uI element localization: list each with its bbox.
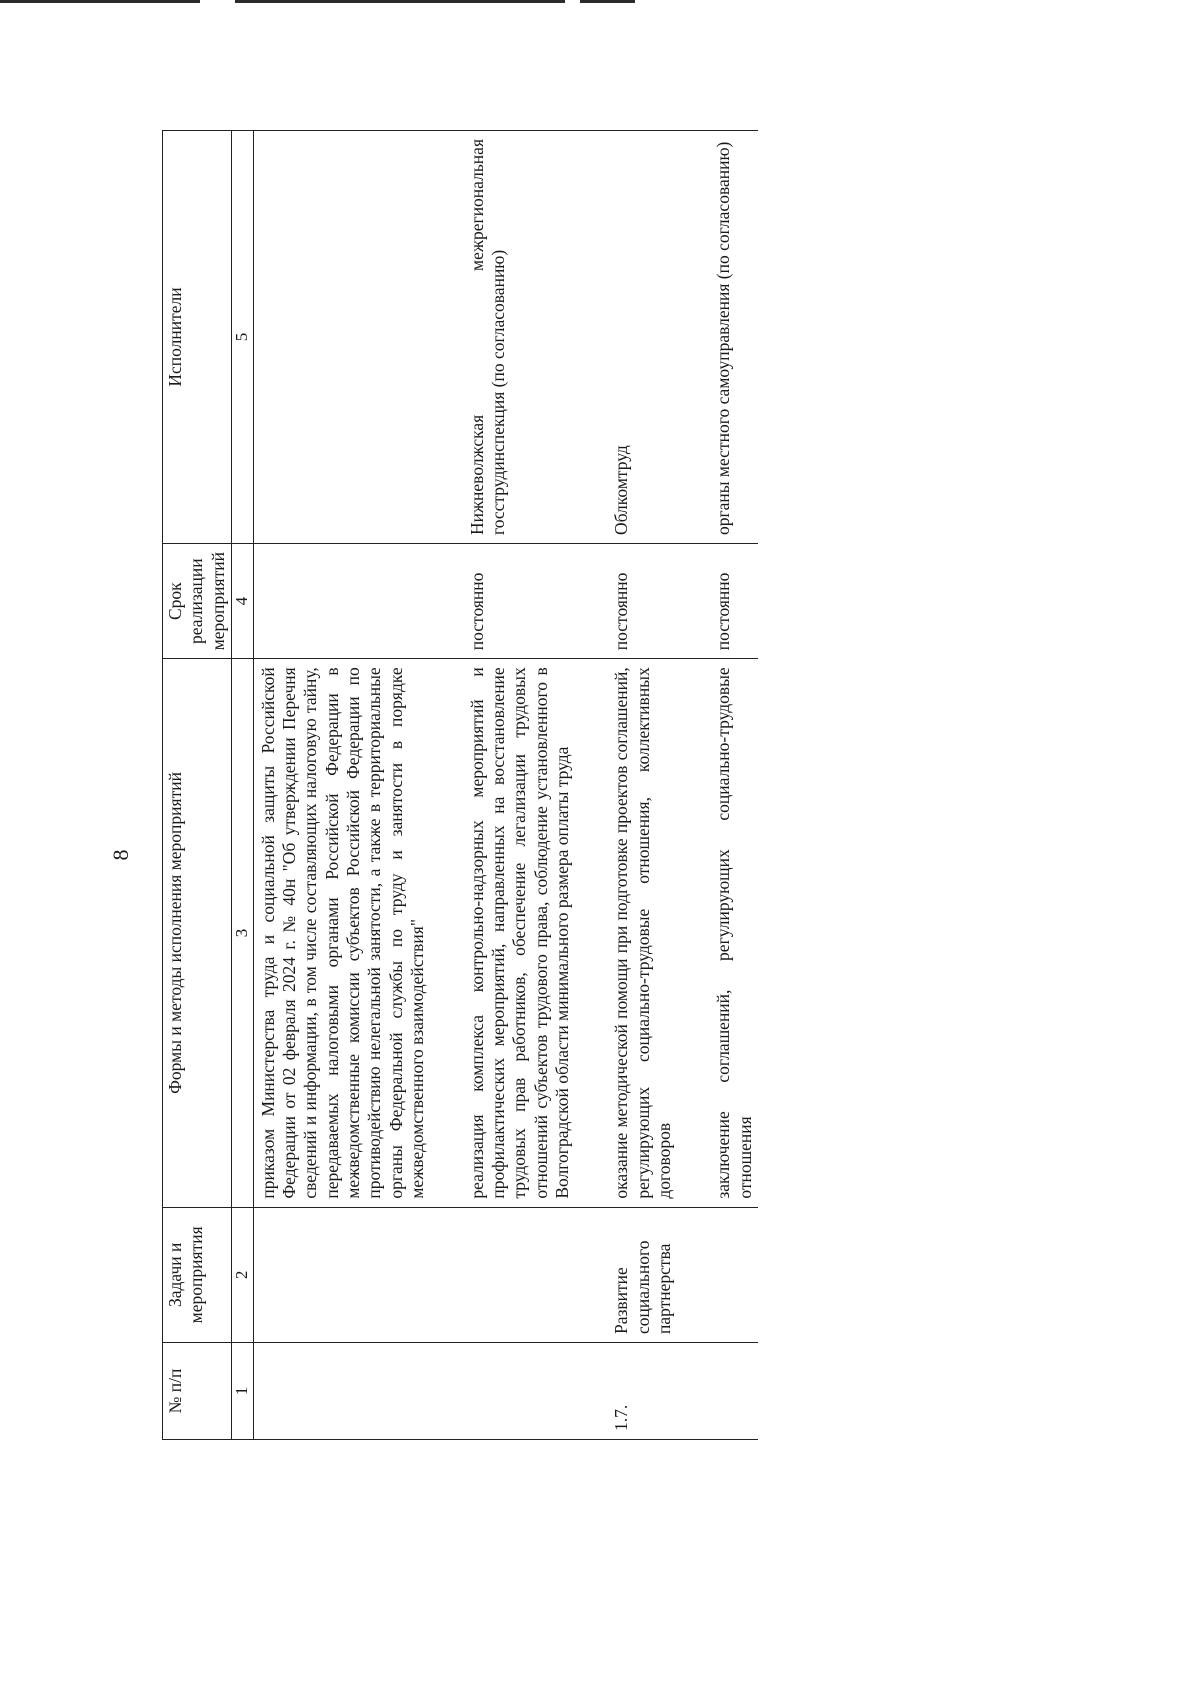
row-task: Развитие социального партнерства [609, 1207, 677, 1342]
row-executor: Нижневолжская межрегиональная госструдинспекция (по согласованию) [465, 131, 576, 544]
column-number: 4 [232, 544, 254, 659]
rotated-table-sheet [162, 130, 1042, 1440]
row-executor [253, 131, 430, 544]
row-task [253, 1207, 430, 1342]
row-spacer [431, 131, 465, 1440]
row-method: приказом Министерства труда и социальной защиты Российской Федерации от 02 февраля 2024 г. № 40н "Об утверждении Перечня сведений и информации, в том числе составляющих налоговую тайну, передаваемых налоговыми органами Российской Федерации в межведомственные комиссии субъектов Российской Федерации по противодействию нелегальной занятости, а также в территориальные органы Федеральной службы по труду и занятости в порядке межведомственного взаимодействия" [253, 659, 430, 1207]
scan-edge-line [0, 0, 200, 3]
row-term [253, 544, 430, 659]
row-task [465, 1207, 576, 1342]
column-number: 1 [232, 1343, 254, 1440]
scan-edge-line [580, 0, 635, 3]
row-spacer [575, 131, 609, 1440]
row-method: заключение соглашений, регулирующих социально-трудовые отношения [711, 659, 758, 1207]
header-number: № п/п [163, 1343, 232, 1440]
table-row [609, 131, 677, 1440]
row-spacer [677, 131, 711, 1440]
row-executor: Облкомтруд [609, 131, 677, 544]
header-tasks: Задачи и мероприятия [163, 1207, 232, 1342]
row-number: 1.7. [609, 1343, 677, 1440]
page-number: 8 [108, 849, 133, 861]
table-row [465, 131, 576, 1440]
row-method: оказание методической помощи при подготовке проектов соглашений, регулирующих социально-трудовые отношения, коллективных договоров [609, 659, 677, 1207]
header-term: Срок реализации мероприятий [163, 544, 232, 659]
header-executors: Исполнители [163, 131, 232, 544]
column-number-row [232, 131, 254, 1440]
header-methods: Формы и методы исполнения мероприятий [163, 659, 232, 1207]
row-task [711, 1207, 758, 1342]
column-number: 2 [232, 1207, 254, 1342]
row-number [711, 1343, 758, 1440]
row-number [465, 1343, 576, 1440]
row-method: реализация комплекса контрольно-надзорных мероприятий и профилактических мероприятий, направленных на восстановление трудовых прав работников, обеспечение легализации трудовых отношений субъектов трудового права, соблюдение установленного в Волгоградской области минимального размера оплаты труда [465, 659, 576, 1207]
column-number: 5 [232, 131, 254, 544]
row-term: постоянно [465, 544, 576, 659]
table-row [253, 131, 430, 1440]
table-header-row [163, 131, 232, 1440]
row-term: постоянно [609, 544, 677, 659]
table-row [711, 131, 758, 1440]
row-term: постоянно [711, 544, 758, 659]
scan-edge-line [235, 0, 565, 3]
column-number: 3 [232, 659, 254, 1207]
row-executor: органы местного самоуправления (по согласованию) [711, 131, 758, 544]
measures-table [162, 130, 758, 1440]
row-number [253, 1343, 430, 1440]
